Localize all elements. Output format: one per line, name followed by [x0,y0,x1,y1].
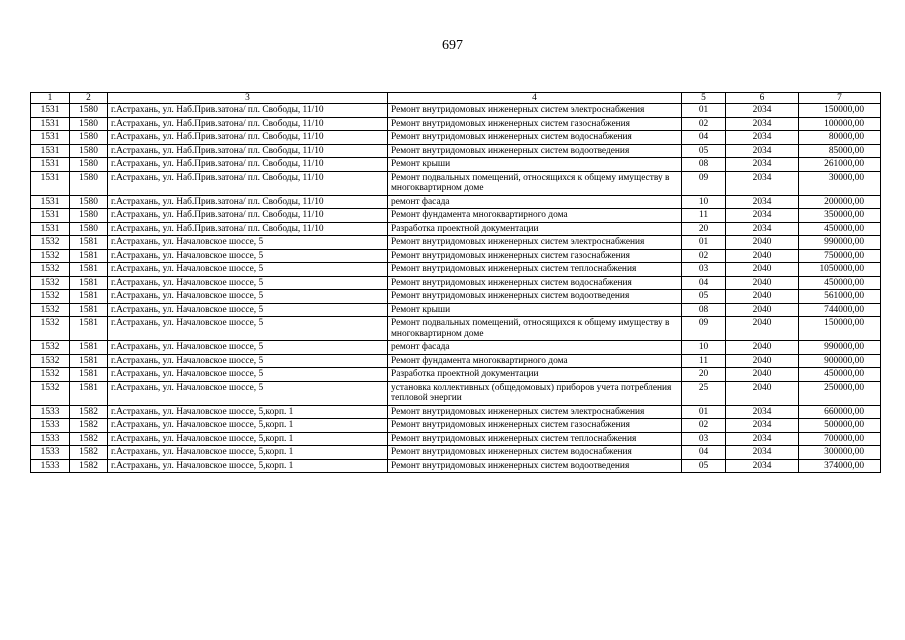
year-cell: 2040 [726,381,799,405]
row-index-cell: 1533 [31,432,70,446]
column-header: 1 [31,93,70,104]
address-cell: г.Астрахань, ул. Наб.Прив.затона/ пл. Свободы, 11/10 [108,104,388,118]
column-header: 2 [70,93,108,104]
table-row [31,131,881,145]
cost-cell: 1050000,00 [799,263,881,277]
cost-cell: 30000,00 [799,171,881,195]
cost-cell: 374000,00 [799,459,881,473]
table-row [31,405,881,419]
cost-cell: 300000,00 [799,446,881,460]
work-type-cell: Ремонт внутридомовых инженерных систем газоснабжения [388,419,682,433]
row-index-cell: 1533 [31,405,70,419]
work-code-cell: 05 [682,144,726,158]
cost-cell: 561000,00 [799,290,881,304]
house-id-cell: 1582 [70,459,108,473]
row-index-cell: 1532 [31,303,70,317]
table-row [31,446,881,460]
cost-cell: 350000,00 [799,209,881,223]
house-id-cell: 1582 [70,419,108,433]
cost-cell: 450000,00 [799,368,881,382]
cost-cell: 500000,00 [799,419,881,433]
row-index-cell: 1532 [31,263,70,277]
year-cell: 2034 [726,405,799,419]
column-header: 6 [726,93,799,104]
work-code-cell: 02 [682,249,726,263]
table-body [31,104,881,473]
house-id-cell: 1580 [70,209,108,223]
address-cell: г.Астрахань, ул. Началовское шоссе, 5 [108,249,388,263]
address-cell: г.Астрахань, ул. Наб.Прив.затона/ пл. Свободы, 11/10 [108,195,388,209]
work-type-cell: Ремонт фундамента многоквартирного дома [388,209,682,223]
address-cell: г.Астрахань, ул. Началовское шоссе, 5,корп. 1 [108,405,388,419]
work-type-cell: Ремонт подвальных помещений, относящихся к общему имуществу в многоквартирном доме [388,171,682,195]
house-id-cell: 1581 [70,368,108,382]
year-cell: 2040 [726,249,799,263]
address-cell: г.Астрахань, ул. Началовское шоссе, 5,корп. 1 [108,419,388,433]
house-id-cell: 1581 [70,263,108,277]
house-id-cell: 1582 [70,446,108,460]
work-type-cell: Ремонт внутридомовых инженерных систем водоснабжения [388,131,682,145]
table-row [31,117,881,131]
address-cell: г.Астрахань, ул. Началовское шоссе, 5 [108,303,388,317]
table-row [31,104,881,118]
work-type-cell: Ремонт внутридомовых инженерных систем водоснабжения [388,276,682,290]
year-cell: 2040 [726,290,799,304]
house-id-cell: 1581 [70,249,108,263]
year-cell: 2040 [726,236,799,250]
row-index-cell: 1533 [31,459,70,473]
house-id-cell: 1580 [70,104,108,118]
address-cell: г.Астрахань, ул. Началовское шоссе, 5 [108,290,388,304]
table-row [31,144,881,158]
work-type-cell: Ремонт крыши [388,158,682,172]
work-type-cell: установка коллективных (общедомовых) приборов учета потребления тепловой энергии [388,381,682,405]
work-code-cell: 05 [682,290,726,304]
work-code-cell: 02 [682,419,726,433]
year-cell: 2040 [726,317,799,341]
cost-cell: 100000,00 [799,117,881,131]
work-type-cell: Разработка проектной документации [388,222,682,236]
work-type-cell: Ремонт внутридомовых инженерных систем электроснабжения [388,236,682,250]
year-cell: 2034 [726,158,799,172]
house-id-cell: 1581 [70,341,108,355]
year-cell: 2040 [726,263,799,277]
work-code-cell: 01 [682,236,726,250]
house-id-cell: 1580 [70,158,108,172]
table-row [31,317,881,341]
house-id-cell: 1580 [70,195,108,209]
work-type-cell: Ремонт внутридомовых инженерных систем электроснабжения [388,104,682,118]
cost-cell: 700000,00 [799,432,881,446]
row-index-cell: 1531 [31,222,70,236]
work-type-cell: Ремонт внутридомовых инженерных систем водоотведения [388,459,682,473]
row-index-cell: 1532 [31,341,70,355]
year-cell: 2034 [726,117,799,131]
cost-cell: 450000,00 [799,276,881,290]
cost-cell: 261000,00 [799,158,881,172]
year-cell: 2034 [726,222,799,236]
table-row [31,341,881,355]
table-row [31,195,881,209]
address-cell: г.Астрахань, ул. Наб.Прив.затона/ пл. Свободы, 11/10 [108,131,388,145]
address-cell: г.Астрахань, ул. Началовское шоссе, 5 [108,381,388,405]
table-row [31,158,881,172]
row-index-cell: 1532 [31,236,70,250]
page-number: 697 [442,38,463,53]
work-type-cell: Ремонт внутридомовых инженерных систем теплоснабжения [388,432,682,446]
cost-cell: 900000,00 [799,354,881,368]
table-row [31,222,881,236]
address-cell: г.Астрахань, ул. Началовское шоссе, 5 [108,236,388,250]
column-header: 7 [799,93,881,104]
year-cell: 2034 [726,144,799,158]
row-index-cell: 1533 [31,446,70,460]
address-cell: г.Астрахань, ул. Началовское шоссе, 5,корп. 1 [108,446,388,460]
house-id-cell: 1582 [70,432,108,446]
work-type-cell: Ремонт внутридомовых инженерных систем водоотведения [388,290,682,304]
work-type-cell: Ремонт фундамента многоквартирного дома [388,354,682,368]
work-code-cell: 20 [682,222,726,236]
address-cell: г.Астрахань, ул. Началовское шоссе, 5 [108,368,388,382]
work-code-cell: 08 [682,303,726,317]
address-cell: г.Астрахань, ул. Началовское шоссе, 5 [108,341,388,355]
work-code-cell: 10 [682,341,726,355]
work-code-cell: 04 [682,446,726,460]
address-cell: г.Астрахань, ул. Началовское шоссе, 5 [108,276,388,290]
year-cell: 2040 [726,341,799,355]
address-cell: г.Астрахань, ул. Наб.Прив.затона/ пл. Свободы, 11/10 [108,158,388,172]
address-cell: г.Астрахань, ул. Наб.Прив.затона/ пл. Свободы, 11/10 [108,209,388,223]
work-code-cell: 08 [682,158,726,172]
table-row [31,249,881,263]
row-index-cell: 1532 [31,276,70,290]
work-code-cell: 03 [682,263,726,277]
house-id-cell: 1580 [70,144,108,158]
cost-cell: 250000,00 [799,381,881,405]
row-index-cell: 1532 [31,290,70,304]
work-type-cell: ремонт фасада [388,195,682,209]
column-header: 4 [388,93,682,104]
house-id-cell: 1581 [70,290,108,304]
work-type-cell: Ремонт крыши [388,303,682,317]
row-index-cell: 1531 [31,171,70,195]
year-cell: 2034 [726,209,799,223]
year-cell: 2034 [726,171,799,195]
cost-cell: 750000,00 [799,249,881,263]
work-code-cell: 02 [682,117,726,131]
house-id-cell: 1581 [70,276,108,290]
row-index-cell: 1533 [31,419,70,433]
repair-schedule-table [30,92,881,473]
column-header: 5 [682,93,726,104]
row-index-cell: 1531 [31,158,70,172]
cost-cell: 744000,00 [799,303,881,317]
work-code-cell: 20 [682,368,726,382]
year-cell: 2034 [726,195,799,209]
work-code-cell: 11 [682,209,726,223]
address-cell: г.Астрахань, ул. Наб.Прив.затона/ пл. Свободы, 11/10 [108,144,388,158]
work-type-cell: Ремонт внутридомовых инженерных систем водоснабжения [388,446,682,460]
table-row [31,236,881,250]
year-cell: 2040 [726,303,799,317]
work-code-cell: 04 [682,131,726,145]
house-id-cell: 1581 [70,354,108,368]
cost-cell: 85000,00 [799,144,881,158]
work-code-cell: 05 [682,459,726,473]
cost-cell: 990000,00 [799,341,881,355]
cost-cell: 150000,00 [799,317,881,341]
work-code-cell: 10 [682,195,726,209]
address-cell: г.Астрахань, ул. Началовское шоссе, 5 [108,354,388,368]
address-cell: г.Астрахань, ул. Наб.Прив.затона/ пл. Свободы, 11/10 [108,117,388,131]
work-type-cell: Ремонт внутридомовых инженерных систем газоснабжения [388,117,682,131]
cost-cell: 80000,00 [799,131,881,145]
table-row [31,381,881,405]
table-row [31,368,881,382]
work-code-cell: 01 [682,405,726,419]
row-index-cell: 1531 [31,144,70,158]
column-header: 3 [108,93,388,104]
house-id-cell: 1580 [70,171,108,195]
year-cell: 2034 [726,131,799,145]
year-cell: 2040 [726,368,799,382]
table-row [31,303,881,317]
cost-cell: 450000,00 [799,222,881,236]
address-cell: г.Астрахань, ул. Началовское шоссе, 5 [108,263,388,277]
work-code-cell: 09 [682,317,726,341]
table-row [31,459,881,473]
cost-cell: 200000,00 [799,195,881,209]
work-type-cell: Ремонт внутридомовых инженерных систем теплоснабжения [388,263,682,277]
row-index-cell: 1531 [31,104,70,118]
house-id-cell: 1581 [70,236,108,250]
table-row [31,419,881,433]
house-id-cell: 1580 [70,117,108,131]
house-id-cell: 1581 [70,381,108,405]
work-code-cell: 11 [682,354,726,368]
row-index-cell: 1532 [31,354,70,368]
table-row [31,209,881,223]
work-code-cell: 25 [682,381,726,405]
table-row [31,263,881,277]
row-index-cell: 1531 [31,117,70,131]
address-cell: г.Астрахань, ул. Наб.Прив.затона/ пл. Свободы, 11/10 [108,222,388,236]
work-type-cell: Разработка проектной документации [388,368,682,382]
year-cell: 2034 [726,432,799,446]
table-row [31,290,881,304]
year-cell: 2034 [726,419,799,433]
row-index-cell: 1531 [31,195,70,209]
table-row [31,171,881,195]
year-cell: 2040 [726,276,799,290]
year-cell: 2034 [726,104,799,118]
year-cell: 2034 [726,446,799,460]
work-type-cell: Ремонт подвальных помещений, относящихся к общему имуществу в многоквартирном доме [388,317,682,341]
house-id-cell: 1582 [70,405,108,419]
house-id-cell: 1581 [70,317,108,341]
table-row [31,354,881,368]
cost-cell: 150000,00 [799,104,881,118]
work-code-cell: 09 [682,171,726,195]
work-type-cell: Ремонт внутридомовых инженерных систем электроснабжения [388,405,682,419]
row-index-cell: 1531 [31,131,70,145]
address-cell: г.Астрахань, ул. Началовское шоссе, 5,корп. 1 [108,459,388,473]
table-row [31,276,881,290]
year-cell: 2040 [726,354,799,368]
house-id-cell: 1580 [70,222,108,236]
house-id-cell: 1581 [70,303,108,317]
work-type-cell: Ремонт внутридомовых инженерных систем газоснабжения [388,249,682,263]
table-row [31,432,881,446]
row-index-cell: 1532 [31,317,70,341]
row-index-cell: 1532 [31,249,70,263]
cost-cell: 660000,00 [799,405,881,419]
row-index-cell: 1531 [31,209,70,223]
row-index-cell: 1532 [31,381,70,405]
address-cell: г.Астрахань, ул. Началовское шоссе, 5,корп. 1 [108,432,388,446]
row-index-cell: 1532 [31,368,70,382]
year-cell: 2034 [726,459,799,473]
address-cell: г.Астрахань, ул. Наб.Прив.затона/ пл. Свободы, 11/10 [108,171,388,195]
cost-cell: 990000,00 [799,236,881,250]
work-code-cell: 01 [682,104,726,118]
house-id-cell: 1580 [70,131,108,145]
work-code-cell: 04 [682,276,726,290]
work-type-cell: ремонт фасада [388,341,682,355]
work-code-cell: 03 [682,432,726,446]
work-type-cell: Ремонт внутридомовых инженерных систем водоотведения [388,144,682,158]
column-number-row [31,93,881,104]
address-cell: г.Астрахань, ул. Началовское шоссе, 5 [108,317,388,341]
